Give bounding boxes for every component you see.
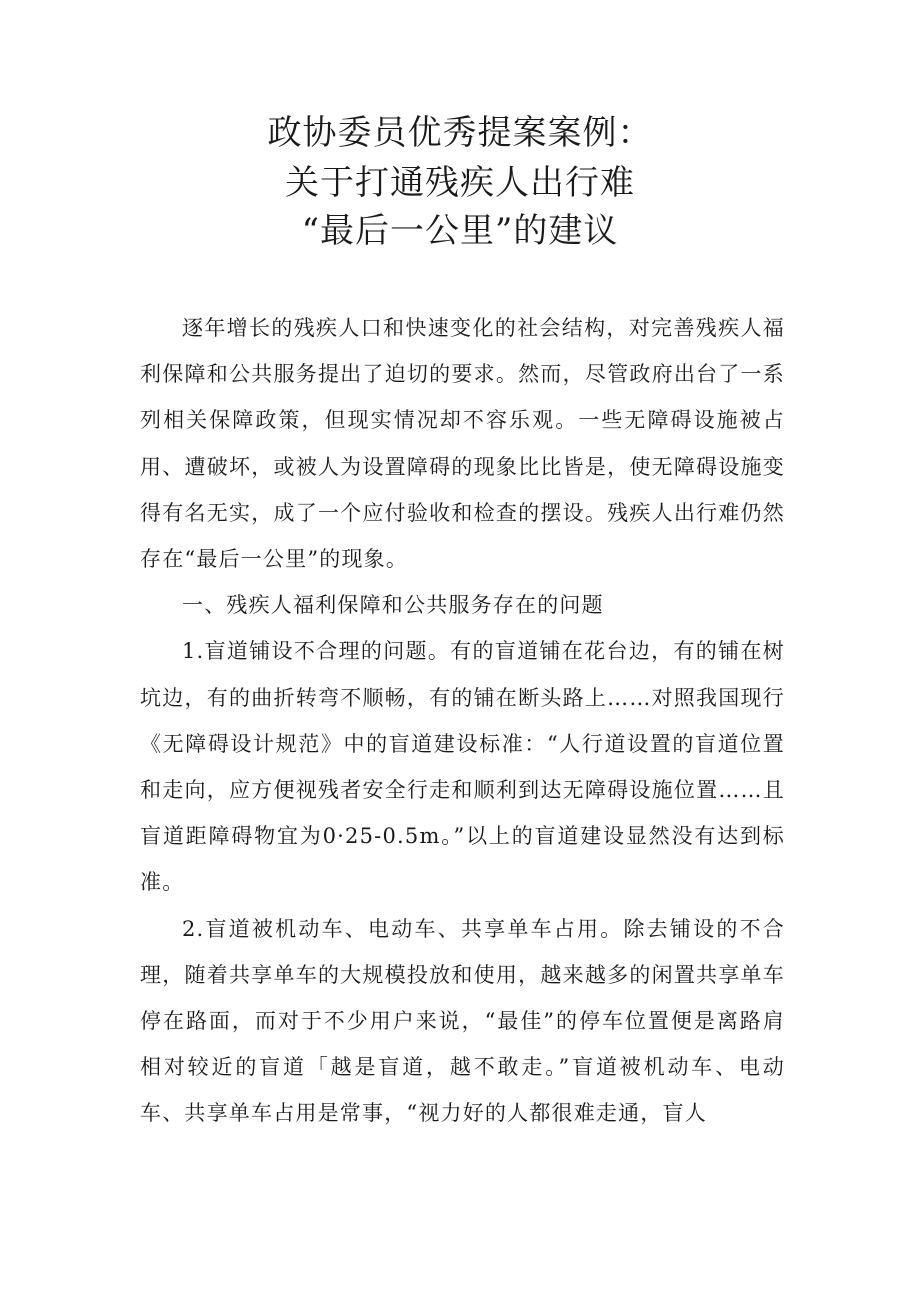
item-paragraph-1: 1.盲道铺设不合理的问题。有的盲道铺在花台边，有的铺在树坑边，有的曲折转弯不顺畅，有的铺在断头路上……对照我国现行《无障碍设计规范》中的盲道建设标准：“人行道设置的盲道位置和走向，应方便视残者安全行走和顺利到达无障碍设施位置……且盲道距障碍物宜为0·25-0.5m。”以上的盲道建设显然没有达到标准。	[140, 639, 785, 895]
intro-paragraph: 逐年增长的残疾人口和快速变化的社会结构，对完善残疾人福利保障和公共服务提出了迫切的要求。然而，尽管政府出台了一系列相关保障政策，但现实情况却不容乐观。一些无障碍设施被占用、遭破坏，或被人为设置障碍的现象比比皆是，使无障碍设施变得有名无实，成了一个应付验收和检查的摆设。残疾人出行难仍然存在“最后一公里”的现象。	[140, 316, 785, 572]
title-line-1: 政协委员优秀提案案例：	[267, 113, 653, 153]
title-line-2: 关于打通残疾人出行难	[285, 163, 635, 203]
document-body	[140, 305, 785, 1137]
item-paragraph-2: 2.盲道被机动车、电动车、共享单车占用。除去铺设的不合理，随着共享单车的大规模投放和使用，越来越多的闲置共享单车停在路面，而对于不少用户来说，“最佳”的停车位置便是离路肩相对较近的盲道「越是盲道，越不敢走。”盲道被机动车、电动车、共享单车占用是常事，“视力好的人都很难走通，盲人	[140, 916, 785, 1126]
title-line-3: “最后一公里”的建议	[301, 211, 619, 251]
section-heading-1: 一、残疾人福利保障和公共服务存在的问题	[182, 593, 604, 618]
